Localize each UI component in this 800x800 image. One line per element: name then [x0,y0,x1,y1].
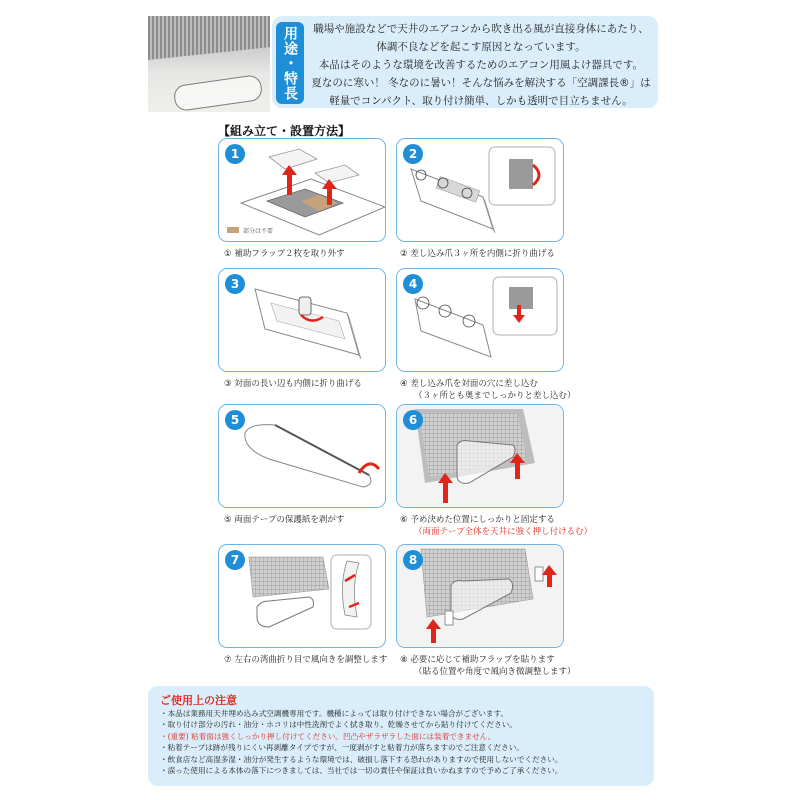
usage-features-tag: 用途・特長 [276,22,304,104]
assembly-section-title: 【組み立て・設置方法】 [218,124,351,138]
usage-line: 軽量でコンパクト、取り付け簡単、しかも透明で目立ちません。 [329,95,633,107]
step-panel-1 [218,138,386,242]
note-item: ・飲食店など高湿多湿・油分が発生するような環境では、破損し落下する恐れがありますので使用しないでください。 [160,754,563,764]
step-2-caption: ② 差し込み爪３ヶ所を内側に折り曲げる [400,249,555,259]
step-panel-7 [218,544,386,648]
note-item-important: ・(重要) 粘着面は強くしっかり押し付けてください。凹凸やザラザラした面には装着できません。 [160,731,496,741]
unused-part-legend: 部分は不要 [243,228,274,235]
step-8-caption [400,654,576,678]
step-4-caption-note: （３ヶ所とも奥までしっかりと差し込む） [414,391,576,401]
step-5-caption: ⑤ 両面テープの保護紙を剥がす [224,515,345,525]
step-4-caption-main: ④ 差し込み爪を対面の穴に差し込む [400,379,538,389]
ceiling-vent-grille [148,16,270,60]
step-8-caption-note: （貼る位置や角度で風向き微調整します） [414,667,576,677]
usage-notes-list [160,708,650,776]
step-badge: 5 [225,410,245,430]
note-item: ・誤った使用による本体の落下につきましては、当社では一切の責任や保証は負いかねますので予めご了承ください。 [160,766,563,776]
step-badge: 3 [225,274,245,294]
step-6-caption [400,514,592,538]
step-6-caption-main: ⑥ 予め決めた位置にしっかりと固定する [400,515,555,525]
step-panel-2 [396,138,564,242]
usage-notes-title: ご使用上の注意 [160,694,237,707]
note-item: ・粘着テープは跡が残りにくい再剥離タイプですが、一度剥がすと粘着力が落ちますのでご注意ください。 [160,743,524,753]
product-photo [148,16,270,112]
step-6-caption-note: （両面テープ全体を天井に強く押し付けるむ） [414,527,593,537]
note-item: ・取り付け部分の汚れ・油分・ホコリは中性洗剤でよく拭き取り、乾燥させてから貼り付けてください。 [160,720,517,730]
usage-line: 職場や施設などで天井のエアコンから吹き出る風が直接身体にあたり、 [313,23,649,35]
step-3-caption: ③ 対面の長い辺も内側に折り曲げる [224,379,362,389]
step-7-caption: ⑦ 左右の湾曲折り目で風向きを調整します [224,655,388,665]
step-panel-5 [218,404,386,508]
step-badge: 2 [403,144,423,164]
step-badge: 4 [403,274,423,294]
step-4-caption [400,378,576,402]
step-panel-4 [396,268,564,372]
step-1-caption: ① 補助フラップ２枚を取り外す [224,249,345,259]
step-8-caption-main: ⑧ 必要に応じて補助フラップを貼ります [400,655,555,665]
note-item: ・本品は業務用天井埋め込み式空調機専用です。機種によっては取り付けできない場合がございます。 [160,709,509,718]
step-badge: 8 [403,550,423,570]
usage-line: 体調不良などを起こす原因となっています。 [376,41,586,53]
step-badge: 1 [225,144,245,164]
unused-part-swatch [227,227,239,233]
step-badge: 7 [225,550,245,570]
step-panel-3 [218,268,386,372]
wind-shield-illustration [173,74,264,112]
step-panel-6 [396,404,564,508]
usage-features-text [308,20,654,110]
step-badge: 6 [403,410,423,430]
usage-line: 本品はそのような環境を改善するためのエアコン用風よけ器具です。 [318,59,644,71]
usage-line: 夏なのに寒い！ 冬なのに暑い！そんな悩みを解決する「空調課長®」は [311,77,651,89]
step-panel-8 [396,544,564,648]
